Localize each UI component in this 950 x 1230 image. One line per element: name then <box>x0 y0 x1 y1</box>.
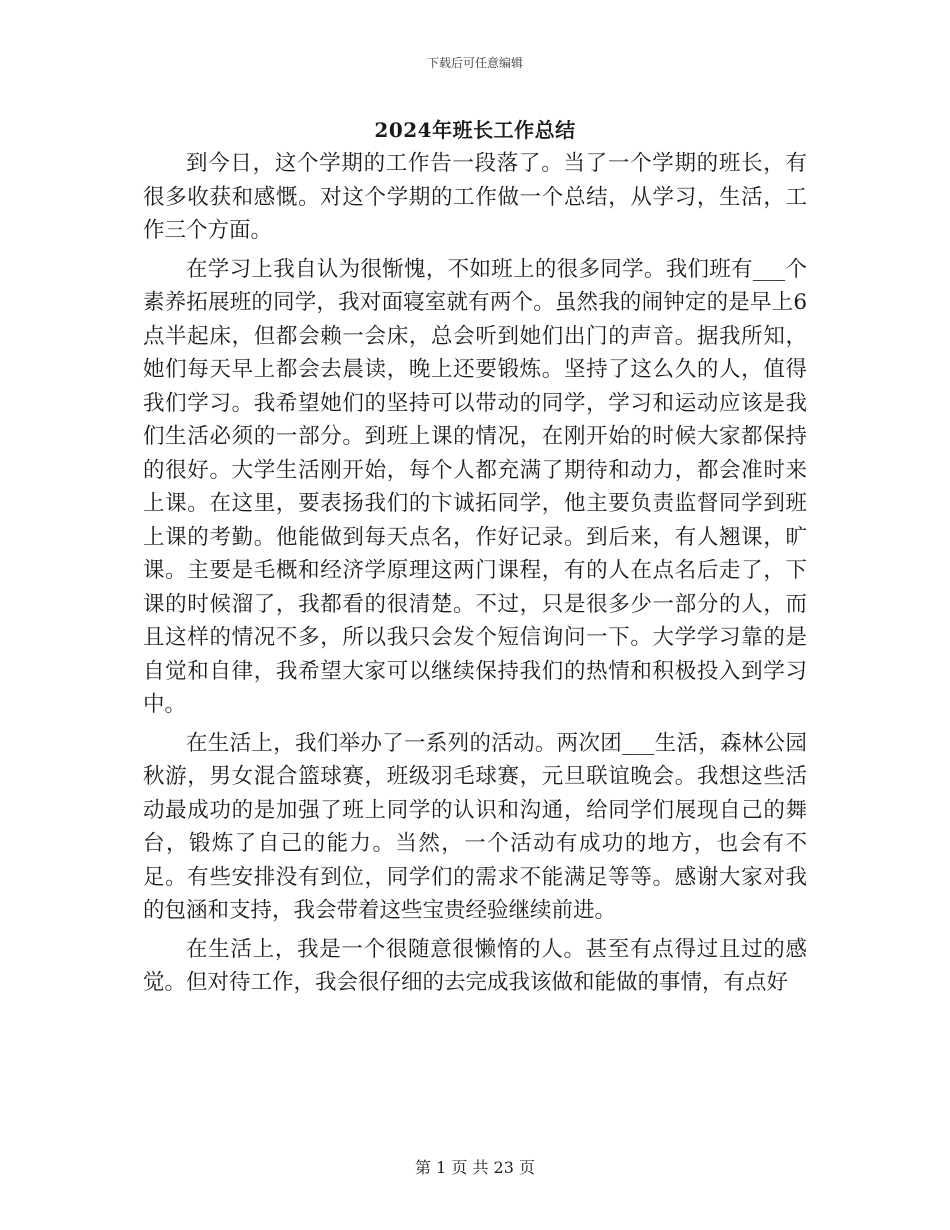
paragraph-study: 在学习上我自认为很惭愧，不如班上的很多同学。我们班有___个素养拓展班的同学，我对面寝室就有两个。虽然我的闹钟定的是早上6点半起床，但都会赖一会床，总会听到她们出门的声音。据我所知，她们每天早上都会去晨读，晚上还要锻炼。坚持了这么久的人，值得我们学习。我希望她们的坚持可以带动的同学，学习和运动应该是我们生活必须的一部分。到班上课的情况，在刚开始的时候大家都保持的很好。大学生活刚开始，每个人都充满了期待和动力，都会准时来上课。在这里，要表扬我们的卞诚拓同学，他主要负责监督同学到班上课的考勤。他能做到每天点名，作好记录。到后来，有人翘课，旷课。主要是毛概和经济学原理这两门课程，有的人在点名后走了，下课的时候溜了，我都看的很清楚。不过，只是很多少一部分的人，而且这样的情况不多，所以我只会发个短信询问一下。大学学习靠的是自觉和自律，我希望大家可以继续保持我们的热情和积极投入到学习中。 <box>143 256 807 717</box>
document-title: 2024年班长工作总结 <box>374 118 576 142</box>
paragraph-intro: 到今日，这个学期的工作告一段落了。当了一个学期的班长，有很多收获和感慨。对这个学期的工作做一个总结，从学习，生活，工作三个方面。 <box>143 151 807 243</box>
paragraph-activities: 在生活上，我们举办了一系列的活动。两次团___生活，森林公园秋游，男女混合篮球赛，班级羽毛球赛，元旦联谊晚会。我想这些活动最成功的是加强了班上同学的认识和沟通，给同学们展现自己的舞台，锻炼了自己的能力。当然，一个活动有成功的地方，也会有不足。有些安排没有到位，同学们的需求不能满足等等。感谢大家对我的包涵和支持，我会带着这些宝贵经验继续前进。 <box>143 730 807 923</box>
paragraph-life: 在生活上，我是一个很随意很懒惰的人。甚至有点得过且过的感觉。但对待工作，我会很仔细的去完成我该做和能做的事情，有点好 <box>143 936 807 995</box>
page-footer: 第 1 页 共 23 页 <box>415 1158 535 1177</box>
document-body <box>143 147 807 1005</box>
header-note: 下载后可任意编辑 <box>426 56 523 70</box>
